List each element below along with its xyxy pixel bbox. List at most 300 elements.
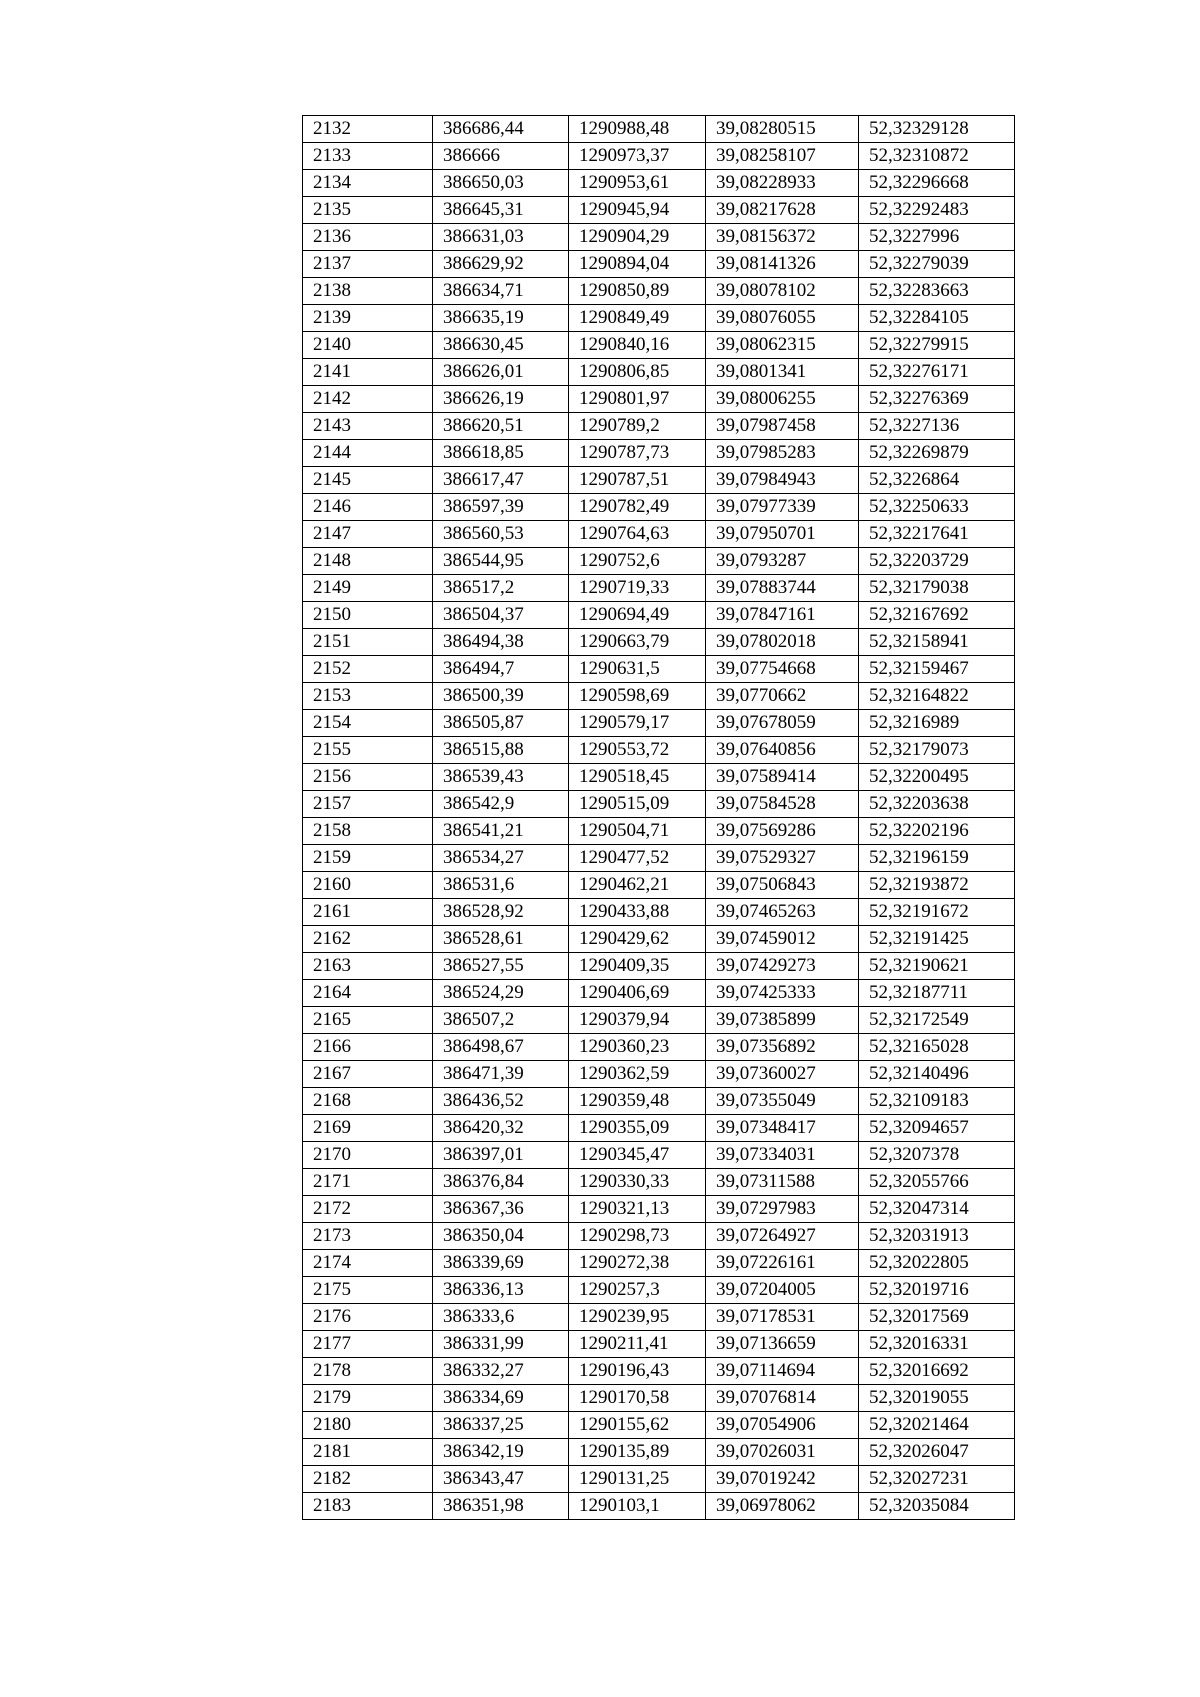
x-coordinate-cell: 386629,92 xyxy=(433,251,569,278)
x-coordinate-cell: 386634,71 xyxy=(433,278,569,305)
latitude-cell: 52,32329128 xyxy=(859,116,1015,143)
x-coordinate-cell: 386527,55 xyxy=(433,953,569,980)
y-coordinate-cell: 1290953,61 xyxy=(569,170,706,197)
y-coordinate-cell: 1290355,09 xyxy=(569,1115,706,1142)
table-row xyxy=(303,710,1015,737)
y-coordinate-cell: 1290409,35 xyxy=(569,953,706,980)
y-coordinate-cell: 1290406,69 xyxy=(569,980,706,1007)
longitude-cell: 39,07425333 xyxy=(706,980,859,1007)
latitude-cell: 52,32269879 xyxy=(859,440,1015,467)
y-coordinate-cell: 1290131,25 xyxy=(569,1466,706,1493)
x-coordinate-cell: 386515,88 xyxy=(433,737,569,764)
latitude-cell: 52,32109183 xyxy=(859,1088,1015,1115)
x-coordinate-cell: 386650,03 xyxy=(433,170,569,197)
x-coordinate-cell: 386534,27 xyxy=(433,845,569,872)
point-number-cell: 2165 xyxy=(303,1007,433,1034)
latitude-cell: 52,32250633 xyxy=(859,494,1015,521)
y-coordinate-cell: 1290787,51 xyxy=(569,467,706,494)
latitude-cell: 52,32167692 xyxy=(859,602,1015,629)
point-number-cell: 2163 xyxy=(303,953,433,980)
latitude-cell: 52,32019055 xyxy=(859,1385,1015,1412)
longitude-cell: 39,07465263 xyxy=(706,899,859,926)
table-row xyxy=(303,1007,1015,1034)
y-coordinate-cell: 1290849,49 xyxy=(569,305,706,332)
point-number-cell: 2171 xyxy=(303,1169,433,1196)
x-coordinate-cell: 386376,84 xyxy=(433,1169,569,1196)
latitude-cell: 52,32179038 xyxy=(859,575,1015,602)
longitude-cell: 39,08280515 xyxy=(706,116,859,143)
table-row xyxy=(303,1331,1015,1358)
longitude-cell: 39,07356892 xyxy=(706,1034,859,1061)
table-row xyxy=(303,467,1015,494)
latitude-cell: 52,32035084 xyxy=(859,1493,1015,1520)
latitude-cell: 52,32172549 xyxy=(859,1007,1015,1034)
longitude-cell: 39,07529327 xyxy=(706,845,859,872)
x-coordinate-cell: 386500,39 xyxy=(433,683,569,710)
table-row xyxy=(303,224,1015,251)
x-coordinate-cell: 386336,13 xyxy=(433,1277,569,1304)
table-row xyxy=(303,602,1015,629)
point-number-cell: 2178 xyxy=(303,1358,433,1385)
latitude-cell: 52,32031913 xyxy=(859,1223,1015,1250)
x-coordinate-cell: 386339,69 xyxy=(433,1250,569,1277)
point-number-cell: 2162 xyxy=(303,926,433,953)
latitude-cell: 52,32016331 xyxy=(859,1331,1015,1358)
point-number-cell: 2134 xyxy=(303,170,433,197)
y-coordinate-cell: 1290787,73 xyxy=(569,440,706,467)
longitude-cell: 39,07334031 xyxy=(706,1142,859,1169)
latitude-cell: 52,32016692 xyxy=(859,1358,1015,1385)
x-coordinate-cell: 386331,99 xyxy=(433,1331,569,1358)
longitude-cell: 39,08217628 xyxy=(706,197,859,224)
longitude-cell: 39,07264927 xyxy=(706,1223,859,1250)
latitude-cell: 52,32179073 xyxy=(859,737,1015,764)
table-row xyxy=(303,1466,1015,1493)
point-number-cell: 2142 xyxy=(303,386,433,413)
longitude-cell: 39,06978062 xyxy=(706,1493,859,1520)
longitude-cell: 39,07640856 xyxy=(706,737,859,764)
y-coordinate-cell: 1290321,13 xyxy=(569,1196,706,1223)
latitude-cell: 52,32196159 xyxy=(859,845,1015,872)
x-coordinate-cell: 386630,45 xyxy=(433,332,569,359)
longitude-cell: 39,07355049 xyxy=(706,1088,859,1115)
x-coordinate-cell: 386436,52 xyxy=(433,1088,569,1115)
point-number-cell: 2175 xyxy=(303,1277,433,1304)
longitude-cell: 39,07584528 xyxy=(706,791,859,818)
table-row xyxy=(303,1412,1015,1439)
longitude-cell: 39,0801341 xyxy=(706,359,859,386)
x-coordinate-cell: 386333,6 xyxy=(433,1304,569,1331)
y-coordinate-cell: 1290850,89 xyxy=(569,278,706,305)
table-row xyxy=(303,1223,1015,1250)
table-row xyxy=(303,251,1015,278)
x-coordinate-cell: 386645,31 xyxy=(433,197,569,224)
point-number-cell: 2145 xyxy=(303,467,433,494)
longitude-cell: 39,07348417 xyxy=(706,1115,859,1142)
point-number-cell: 2168 xyxy=(303,1088,433,1115)
table-row xyxy=(303,278,1015,305)
table-row xyxy=(303,440,1015,467)
point-number-cell: 2139 xyxy=(303,305,433,332)
y-coordinate-cell: 1290988,48 xyxy=(569,116,706,143)
longitude-cell: 39,07026031 xyxy=(706,1439,859,1466)
longitude-cell: 39,0793287 xyxy=(706,548,859,575)
longitude-cell: 39,07226161 xyxy=(706,1250,859,1277)
longitude-cell: 39,07429273 xyxy=(706,953,859,980)
x-coordinate-cell: 386342,19 xyxy=(433,1439,569,1466)
x-coordinate-cell: 386542,9 xyxy=(433,791,569,818)
latitude-cell: 52,32310872 xyxy=(859,143,1015,170)
x-coordinate-cell: 386494,38 xyxy=(433,629,569,656)
point-number-cell: 2170 xyxy=(303,1142,433,1169)
latitude-cell: 52,32296668 xyxy=(859,170,1015,197)
y-coordinate-cell: 1290362,59 xyxy=(569,1061,706,1088)
point-number-cell: 2181 xyxy=(303,1439,433,1466)
table-row xyxy=(303,953,1015,980)
table-row xyxy=(303,737,1015,764)
x-coordinate-cell: 386332,27 xyxy=(433,1358,569,1385)
x-coordinate-cell: 386528,92 xyxy=(433,899,569,926)
longitude-cell: 39,08156372 xyxy=(706,224,859,251)
y-coordinate-cell: 1290170,58 xyxy=(569,1385,706,1412)
y-coordinate-cell: 1290801,97 xyxy=(569,386,706,413)
x-coordinate-cell: 386560,53 xyxy=(433,521,569,548)
longitude-cell: 39,07076814 xyxy=(706,1385,859,1412)
coordinates-table xyxy=(302,115,1015,1520)
table-row xyxy=(303,764,1015,791)
longitude-cell: 39,07985283 xyxy=(706,440,859,467)
x-coordinate-cell: 386626,01 xyxy=(433,359,569,386)
point-number-cell: 2166 xyxy=(303,1034,433,1061)
point-number-cell: 2161 xyxy=(303,899,433,926)
x-coordinate-cell: 386367,36 xyxy=(433,1196,569,1223)
y-coordinate-cell: 1290719,33 xyxy=(569,575,706,602)
point-number-cell: 2159 xyxy=(303,845,433,872)
point-number-cell: 2169 xyxy=(303,1115,433,1142)
y-coordinate-cell: 1290103,1 xyxy=(569,1493,706,1520)
point-number-cell: 2151 xyxy=(303,629,433,656)
y-coordinate-cell: 1290211,41 xyxy=(569,1331,706,1358)
table-row xyxy=(303,575,1015,602)
point-number-cell: 2173 xyxy=(303,1223,433,1250)
table-row xyxy=(303,170,1015,197)
y-coordinate-cell: 1290257,3 xyxy=(569,1277,706,1304)
table-row xyxy=(303,791,1015,818)
longitude-cell: 39,08228933 xyxy=(706,170,859,197)
table-row xyxy=(303,332,1015,359)
longitude-cell: 39,07385899 xyxy=(706,1007,859,1034)
y-coordinate-cell: 1290433,88 xyxy=(569,899,706,926)
point-number-cell: 2179 xyxy=(303,1385,433,1412)
point-number-cell: 2154 xyxy=(303,710,433,737)
x-coordinate-cell: 386528,61 xyxy=(433,926,569,953)
y-coordinate-cell: 1290504,71 xyxy=(569,818,706,845)
longitude-cell: 39,07311588 xyxy=(706,1169,859,1196)
latitude-cell: 52,32159467 xyxy=(859,656,1015,683)
point-number-cell: 2176 xyxy=(303,1304,433,1331)
table-row xyxy=(303,1493,1015,1520)
table-row xyxy=(303,656,1015,683)
latitude-cell: 52,32022805 xyxy=(859,1250,1015,1277)
latitude-cell: 52,32047314 xyxy=(859,1196,1015,1223)
x-coordinate-cell: 386618,85 xyxy=(433,440,569,467)
longitude-cell: 39,08062315 xyxy=(706,332,859,359)
latitude-cell: 52,32094657 xyxy=(859,1115,1015,1142)
point-number-cell: 2158 xyxy=(303,818,433,845)
y-coordinate-cell: 1290462,21 xyxy=(569,872,706,899)
latitude-cell: 52,32158941 xyxy=(859,629,1015,656)
table-row xyxy=(303,872,1015,899)
y-coordinate-cell: 1290429,62 xyxy=(569,926,706,953)
point-number-cell: 2156 xyxy=(303,764,433,791)
latitude-cell: 52,3207378 xyxy=(859,1142,1015,1169)
latitude-cell: 52,32017569 xyxy=(859,1304,1015,1331)
y-coordinate-cell: 1290477,52 xyxy=(569,845,706,872)
point-number-cell: 2149 xyxy=(303,575,433,602)
latitude-cell: 52,32026047 xyxy=(859,1439,1015,1466)
y-coordinate-cell: 1290579,17 xyxy=(569,710,706,737)
longitude-cell: 39,07204005 xyxy=(706,1277,859,1304)
table-row xyxy=(303,143,1015,170)
x-coordinate-cell: 386686,44 xyxy=(433,116,569,143)
longitude-cell: 39,07984943 xyxy=(706,467,859,494)
table-row xyxy=(303,1385,1015,1412)
latitude-cell: 52,32284105 xyxy=(859,305,1015,332)
point-number-cell: 2132 xyxy=(303,116,433,143)
x-coordinate-cell: 386539,43 xyxy=(433,764,569,791)
table-row xyxy=(303,1061,1015,1088)
x-coordinate-cell: 386517,2 xyxy=(433,575,569,602)
latitude-cell: 52,32276369 xyxy=(859,386,1015,413)
y-coordinate-cell: 1290764,63 xyxy=(569,521,706,548)
latitude-cell: 52,3226864 xyxy=(859,467,1015,494)
y-coordinate-cell: 1290155,62 xyxy=(569,1412,706,1439)
point-number-cell: 2167 xyxy=(303,1061,433,1088)
x-coordinate-cell: 386498,67 xyxy=(433,1034,569,1061)
table-row xyxy=(303,1277,1015,1304)
point-number-cell: 2140 xyxy=(303,332,433,359)
y-coordinate-cell: 1290515,09 xyxy=(569,791,706,818)
point-number-cell: 2172 xyxy=(303,1196,433,1223)
longitude-cell: 39,07019242 xyxy=(706,1466,859,1493)
latitude-cell: 52,32200495 xyxy=(859,764,1015,791)
y-coordinate-cell: 1290789,2 xyxy=(569,413,706,440)
table-row xyxy=(303,521,1015,548)
longitude-cell: 39,07678059 xyxy=(706,710,859,737)
point-number-cell: 2135 xyxy=(303,197,433,224)
y-coordinate-cell: 1290379,94 xyxy=(569,1007,706,1034)
point-number-cell: 2144 xyxy=(303,440,433,467)
y-coordinate-cell: 1290663,79 xyxy=(569,629,706,656)
point-number-cell: 2133 xyxy=(303,143,433,170)
latitude-cell: 52,32203638 xyxy=(859,791,1015,818)
x-coordinate-cell: 386524,29 xyxy=(433,980,569,1007)
table-row xyxy=(303,683,1015,710)
y-coordinate-cell: 1290553,72 xyxy=(569,737,706,764)
longitude-cell: 39,0770662 xyxy=(706,683,859,710)
x-coordinate-cell: 386337,25 xyxy=(433,1412,569,1439)
table-row xyxy=(303,845,1015,872)
longitude-cell: 39,08006255 xyxy=(706,386,859,413)
table-row xyxy=(303,305,1015,332)
longitude-cell: 39,07360027 xyxy=(706,1061,859,1088)
x-coordinate-cell: 386541,21 xyxy=(433,818,569,845)
table-row xyxy=(303,1115,1015,1142)
y-coordinate-cell: 1290330,33 xyxy=(569,1169,706,1196)
x-coordinate-cell: 386620,51 xyxy=(433,413,569,440)
latitude-cell: 52,32203729 xyxy=(859,548,1015,575)
latitude-cell: 52,32165028 xyxy=(859,1034,1015,1061)
point-number-cell: 2150 xyxy=(303,602,433,629)
table-row xyxy=(303,926,1015,953)
y-coordinate-cell: 1290945,94 xyxy=(569,197,706,224)
latitude-cell: 52,32193872 xyxy=(859,872,1015,899)
longitude-cell: 39,08078102 xyxy=(706,278,859,305)
longitude-cell: 39,07178531 xyxy=(706,1304,859,1331)
longitude-cell: 39,07136659 xyxy=(706,1331,859,1358)
longitude-cell: 39,07297983 xyxy=(706,1196,859,1223)
point-number-cell: 2138 xyxy=(303,278,433,305)
y-coordinate-cell: 1290894,04 xyxy=(569,251,706,278)
point-number-cell: 2141 xyxy=(303,359,433,386)
latitude-cell: 52,32019716 xyxy=(859,1277,1015,1304)
longitude-cell: 39,07506843 xyxy=(706,872,859,899)
x-coordinate-cell: 386494,7 xyxy=(433,656,569,683)
longitude-cell: 39,07754668 xyxy=(706,656,859,683)
y-coordinate-cell: 1290752,6 xyxy=(569,548,706,575)
table-row xyxy=(303,197,1015,224)
y-coordinate-cell: 1290345,47 xyxy=(569,1142,706,1169)
y-coordinate-cell: 1290272,38 xyxy=(569,1250,706,1277)
table-row xyxy=(303,1250,1015,1277)
latitude-cell: 52,32055766 xyxy=(859,1169,1015,1196)
table-row xyxy=(303,386,1015,413)
point-number-cell: 2137 xyxy=(303,251,433,278)
latitude-cell: 52,32276171 xyxy=(859,359,1015,386)
point-number-cell: 2148 xyxy=(303,548,433,575)
point-number-cell: 2157 xyxy=(303,791,433,818)
longitude-cell: 39,07589414 xyxy=(706,764,859,791)
longitude-cell: 39,07802018 xyxy=(706,629,859,656)
longitude-cell: 39,07950701 xyxy=(706,521,859,548)
table-row xyxy=(303,1034,1015,1061)
table-row xyxy=(303,1169,1015,1196)
table-row xyxy=(303,1304,1015,1331)
longitude-cell: 39,07114694 xyxy=(706,1358,859,1385)
y-coordinate-cell: 1290359,48 xyxy=(569,1088,706,1115)
y-coordinate-cell: 1290631,5 xyxy=(569,656,706,683)
x-coordinate-cell: 386343,47 xyxy=(433,1466,569,1493)
longitude-cell: 39,07883744 xyxy=(706,575,859,602)
longitude-cell: 39,07847161 xyxy=(706,602,859,629)
latitude-cell: 52,32202196 xyxy=(859,818,1015,845)
latitude-cell: 52,3227136 xyxy=(859,413,1015,440)
table-row xyxy=(303,1142,1015,1169)
x-coordinate-cell: 386544,95 xyxy=(433,548,569,575)
x-coordinate-cell: 386597,39 xyxy=(433,494,569,521)
table-row xyxy=(303,359,1015,386)
point-number-cell: 2147 xyxy=(303,521,433,548)
latitude-cell: 52,32021464 xyxy=(859,1412,1015,1439)
table-row xyxy=(303,116,1015,143)
point-number-cell: 2136 xyxy=(303,224,433,251)
latitude-cell: 52,3216989 xyxy=(859,710,1015,737)
table-row xyxy=(303,899,1015,926)
x-coordinate-cell: 386397,01 xyxy=(433,1142,569,1169)
latitude-cell: 52,32140496 xyxy=(859,1061,1015,1088)
longitude-cell: 39,07987458 xyxy=(706,413,859,440)
point-number-cell: 2183 xyxy=(303,1493,433,1520)
longitude-cell: 39,07054906 xyxy=(706,1412,859,1439)
y-coordinate-cell: 1290135,89 xyxy=(569,1439,706,1466)
y-coordinate-cell: 1290782,49 xyxy=(569,494,706,521)
latitude-cell: 52,32191672 xyxy=(859,899,1015,926)
y-coordinate-cell: 1290598,69 xyxy=(569,683,706,710)
point-number-cell: 2180 xyxy=(303,1412,433,1439)
x-coordinate-cell: 386531,6 xyxy=(433,872,569,899)
point-number-cell: 2155 xyxy=(303,737,433,764)
table-row xyxy=(303,1196,1015,1223)
latitude-cell: 52,32164822 xyxy=(859,683,1015,710)
latitude-cell: 52,3227996 xyxy=(859,224,1015,251)
y-coordinate-cell: 1290973,37 xyxy=(569,143,706,170)
y-coordinate-cell: 1290694,49 xyxy=(569,602,706,629)
x-coordinate-cell: 386505,87 xyxy=(433,710,569,737)
table-row xyxy=(303,1088,1015,1115)
y-coordinate-cell: 1290806,85 xyxy=(569,359,706,386)
x-coordinate-cell: 386351,98 xyxy=(433,1493,569,1520)
table-row xyxy=(303,548,1015,575)
point-number-cell: 2143 xyxy=(303,413,433,440)
longitude-cell: 39,07569286 xyxy=(706,818,859,845)
longitude-cell: 39,08258107 xyxy=(706,143,859,170)
x-coordinate-cell: 386350,04 xyxy=(433,1223,569,1250)
longitude-cell: 39,07977339 xyxy=(706,494,859,521)
coordinates-table-body xyxy=(303,116,1015,1520)
longitude-cell: 39,08141326 xyxy=(706,251,859,278)
latitude-cell: 52,32190621 xyxy=(859,953,1015,980)
point-number-cell: 2164 xyxy=(303,980,433,1007)
latitude-cell: 52,32217641 xyxy=(859,521,1015,548)
table-row xyxy=(303,413,1015,440)
x-coordinate-cell: 386420,32 xyxy=(433,1115,569,1142)
x-coordinate-cell: 386626,19 xyxy=(433,386,569,413)
latitude-cell: 52,32279915 xyxy=(859,332,1015,359)
y-coordinate-cell: 1290840,16 xyxy=(569,332,706,359)
y-coordinate-cell: 1290298,73 xyxy=(569,1223,706,1250)
latitude-cell: 52,32279039 xyxy=(859,251,1015,278)
longitude-cell: 39,08076055 xyxy=(706,305,859,332)
y-coordinate-cell: 1290239,95 xyxy=(569,1304,706,1331)
point-number-cell: 2182 xyxy=(303,1466,433,1493)
point-number-cell: 2152 xyxy=(303,656,433,683)
x-coordinate-cell: 386617,47 xyxy=(433,467,569,494)
x-coordinate-cell: 386507,2 xyxy=(433,1007,569,1034)
point-number-cell: 2177 xyxy=(303,1331,433,1358)
point-number-cell: 2160 xyxy=(303,872,433,899)
latitude-cell: 52,32187711 xyxy=(859,980,1015,1007)
x-coordinate-cell: 386334,69 xyxy=(433,1385,569,1412)
y-coordinate-cell: 1290360,23 xyxy=(569,1034,706,1061)
x-coordinate-cell: 386471,39 xyxy=(433,1061,569,1088)
longitude-cell: 39,07459012 xyxy=(706,926,859,953)
x-coordinate-cell: 386631,03 xyxy=(433,224,569,251)
x-coordinate-cell: 386666 xyxy=(433,143,569,170)
table-row xyxy=(303,494,1015,521)
table-row xyxy=(303,1358,1015,1385)
point-number-cell: 2153 xyxy=(303,683,433,710)
table-row xyxy=(303,818,1015,845)
